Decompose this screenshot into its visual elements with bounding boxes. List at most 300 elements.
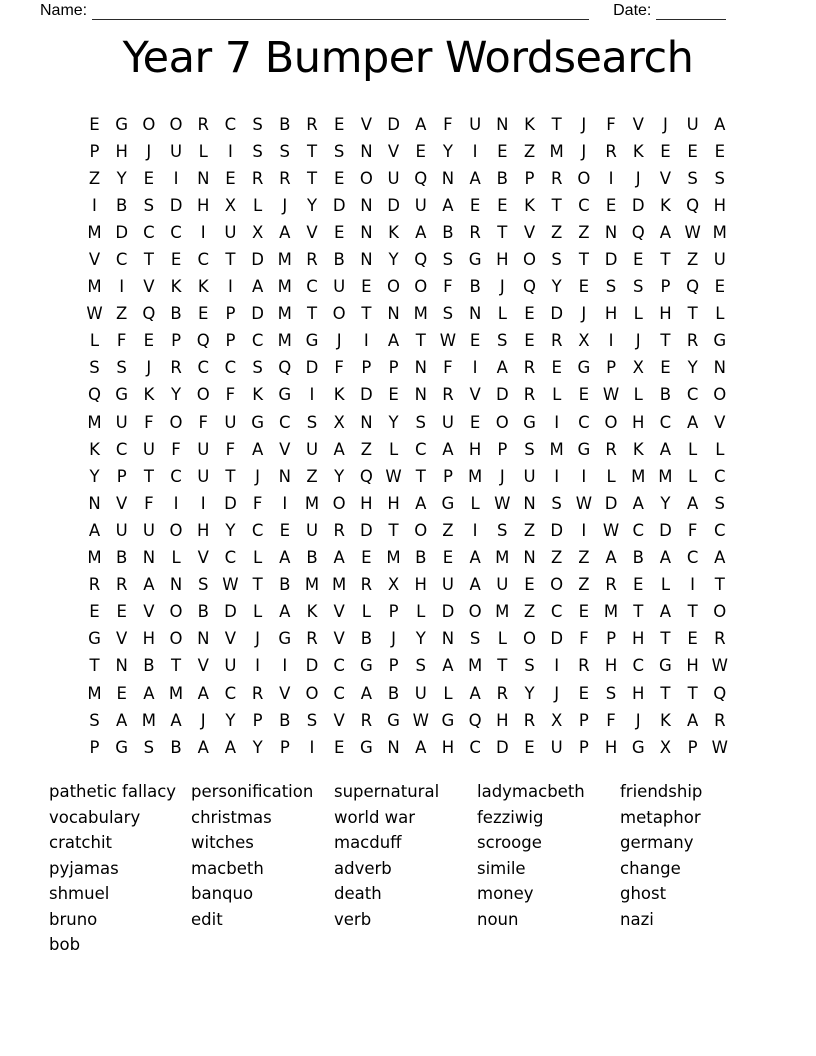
grid-letter: L [633, 385, 643, 405]
grid-letter: S [551, 493, 562, 513]
word-list-item: macduff [334, 833, 402, 852]
grid-letter: C [197, 358, 209, 378]
grid-letter: B [279, 710, 291, 730]
grid-letter: D [387, 195, 400, 215]
grid-letter: X [251, 222, 264, 242]
grid-letter: K [660, 195, 671, 215]
word-list-item: banquo [191, 884, 254, 903]
grid-letter: J [581, 141, 587, 161]
grid-row [81, 625, 734, 652]
grid-letter: N [278, 466, 291, 486]
grid-letter: F [443, 277, 453, 297]
grid-letter: O [414, 277, 428, 297]
grid-letter: B [387, 683, 400, 703]
grid-letter: L [470, 493, 480, 513]
grid-row [81, 165, 734, 192]
grid-letter: U [496, 575, 509, 595]
grid-letter: Q [631, 222, 645, 242]
grid-letter: A [143, 683, 155, 703]
grid-letter: D [550, 304, 564, 324]
grid-letter: P [388, 656, 399, 676]
grid-letter: H [197, 520, 210, 540]
grid-letter: S [714, 493, 726, 513]
grid-letter: Y [89, 466, 100, 486]
word-list-item: christmas [191, 807, 272, 827]
grid-letter: J [200, 710, 206, 730]
grid-letter: P [660, 277, 671, 297]
grid-letter: F [443, 114, 453, 134]
word-list-item: world war [334, 807, 416, 827]
grid-letter: V [469, 385, 481, 405]
grid-letter: L [606, 466, 616, 486]
grid-letter: Q [686, 195, 700, 215]
grid-letter: P [252, 710, 263, 730]
grid-letter: Q [278, 358, 292, 378]
grid-letter: O [577, 168, 591, 188]
grid-letter: E [442, 548, 454, 568]
grid-letter: E [578, 602, 590, 622]
word-list-item: vocabulary [49, 807, 141, 827]
grid-letter: B [279, 114, 291, 134]
grid-row [81, 734, 734, 761]
grid-letter: C [170, 222, 182, 242]
grid-letter: S [89, 358, 100, 378]
grid-letter: Y [334, 466, 345, 486]
grid-letter: N [115, 656, 128, 676]
grid-letter: F [606, 114, 616, 134]
grid-letter: D [604, 493, 618, 513]
word-list-item: ghost [620, 884, 667, 903]
grid-row [81, 354, 734, 381]
grid-letter: L [253, 548, 263, 568]
grid-letter: U [224, 656, 237, 676]
grid-letter: N [360, 141, 373, 161]
grid-letter: Y [442, 141, 453, 161]
grid-letter: W [602, 385, 620, 405]
grid-letter: I [554, 412, 560, 432]
grid-letter: Y [388, 250, 399, 270]
grid-letter: T [361, 304, 372, 324]
grid-letter: V [632, 114, 644, 134]
grid-letter: Y [415, 629, 426, 649]
grid-letter: J [146, 141, 152, 161]
grid-letter: R [523, 358, 536, 378]
word-list-item: money [477, 884, 534, 903]
grid-letter: U [305, 520, 319, 540]
grid-letter: A [279, 222, 291, 242]
grid-letter: K [89, 439, 100, 459]
grid-letter: Z [88, 168, 101, 188]
grid-letter: U [441, 575, 454, 595]
grid-letter: A [469, 575, 481, 595]
grid-letter: I [581, 520, 587, 540]
grid-letter: B [659, 385, 672, 405]
header [40, 2, 774, 20]
grid-letter: C [197, 250, 209, 270]
grid-letter: S [497, 520, 508, 540]
grid-letter: Y [252, 737, 263, 757]
grid-letter: A [605, 548, 617, 568]
grid-letter: N [496, 114, 509, 134]
grid-letter: C [251, 520, 264, 540]
grid-letter: X [578, 331, 590, 351]
grid-letter: S [252, 141, 263, 161]
grid-letter: R [469, 222, 481, 242]
grid-letter: V [197, 656, 209, 676]
grid-letter: W [711, 656, 728, 676]
grid-letter: D [224, 493, 237, 513]
grid-letter: T [415, 466, 426, 486]
grid-letter: K [252, 385, 264, 405]
grid-letter: A [659, 548, 672, 568]
grid-letter: T [687, 602, 698, 622]
grid-letter: V [279, 439, 291, 459]
grid-letter: S [605, 683, 617, 703]
grid-letter: T [225, 250, 236, 270]
grid-letter: E [660, 358, 671, 378]
grid-letter: E [116, 683, 127, 703]
grid-letter: Z [551, 548, 563, 568]
grid-letter: D [251, 250, 264, 270]
grid-letter: I [227, 141, 233, 161]
grid-letter: I [472, 520, 478, 540]
grid-letter: U [142, 520, 155, 540]
grid-letter: D [441, 602, 455, 622]
grid-letter: Y [687, 358, 698, 378]
grid-row [81, 598, 734, 625]
grid-letter: T [687, 683, 698, 703]
grid-letter: N [360, 412, 373, 432]
grid-letter: J [554, 683, 560, 703]
grid-letter: G [88, 629, 101, 649]
grid-letter: B [170, 737, 182, 757]
word-list-item: bob [49, 935, 81, 954]
grid-letter: B [143, 656, 155, 676]
grid-letter: Q [686, 277, 700, 297]
grid-letter: V [333, 602, 345, 622]
grid-letter: P [171, 331, 182, 351]
grid-letter: R [115, 575, 128, 595]
grid-letter: W [412, 710, 429, 730]
grid-letter: N [360, 222, 373, 242]
grid-letter: Y [306, 195, 318, 215]
grid-letter: A [442, 195, 454, 215]
grid-letter: N [169, 575, 183, 595]
grid-letter: T [252, 575, 263, 595]
grid-row [81, 436, 734, 463]
grid-letter: P [388, 358, 399, 378]
grid-letter: K [197, 277, 209, 297]
grid-letter: R [686, 331, 699, 351]
grid-letter: O [142, 114, 156, 134]
grid-letter: S [252, 358, 263, 378]
grid-letter: M [304, 575, 320, 595]
grid-letter: U [170, 141, 183, 161]
grid-letter: L [388, 439, 399, 459]
grid-letter: C [170, 466, 182, 486]
grid-letter: R [333, 520, 345, 540]
grid-letter: S [442, 304, 454, 324]
grid-letter: A [659, 222, 672, 242]
word-list-item: simile [477, 858, 526, 878]
date-input-line[interactable] [656, 3, 726, 20]
word-list-item: death [334, 884, 382, 903]
grid-letter: C [686, 548, 699, 568]
grid-letter: E [89, 602, 100, 622]
grid-letter: G [387, 710, 400, 730]
grid-letter: C [115, 439, 128, 459]
grid-letter: I [200, 493, 206, 513]
grid-letter: C [251, 331, 264, 351]
grid-letter: M [87, 412, 102, 432]
grid-letter: P [442, 466, 453, 486]
date-label: Date: [613, 2, 652, 19]
grid-letter: I [309, 737, 315, 757]
grid-letter: E [361, 548, 372, 568]
grid-letter: B [279, 575, 291, 595]
grid-letter: E [524, 331, 535, 351]
grid-letter: E [687, 141, 698, 161]
grid-letter: J [635, 331, 641, 351]
grid-letter: F [116, 331, 127, 351]
grid-letter: D [224, 602, 237, 622]
grid-letter: E [578, 385, 590, 405]
grid-letter: F [198, 412, 208, 432]
grid-letter: N [468, 304, 482, 324]
word-column [620, 779, 763, 932]
grid-letter: T [551, 195, 562, 215]
grid-letter: D [550, 629, 564, 649]
grid-letter: O [169, 629, 183, 649]
grid-letter: J [255, 466, 261, 486]
grid-letter: A [659, 439, 672, 459]
grid-letter: C [550, 602, 563, 622]
grid-letter: Q [522, 277, 536, 297]
grid-letter: O [522, 250, 536, 270]
grid-letter: L [253, 195, 263, 215]
grid-letter: P [388, 602, 399, 622]
grid-row [81, 490, 734, 517]
grid-letter: G [659, 656, 672, 676]
grid-letter: U [115, 520, 128, 540]
grid-letter: E [633, 575, 644, 595]
grid-letter: V [523, 222, 536, 242]
grid-letter: F [144, 412, 154, 432]
grid-letter: A [496, 358, 508, 378]
grid-letter: R [714, 710, 726, 730]
grid-letter: C [659, 412, 672, 432]
grid-letter: G [577, 439, 591, 459]
grid-letter: X [387, 575, 400, 595]
grid-letter: Q [142, 304, 156, 324]
grid-letter: A [197, 683, 209, 703]
grid-letter: R [550, 168, 563, 188]
grid-letter: U [387, 168, 400, 188]
grid-letter: B [469, 277, 481, 297]
grid-row [81, 219, 734, 246]
grid-letter: N [197, 629, 210, 649]
grid-letter: C [714, 466, 726, 486]
grid-letter: S [714, 168, 726, 188]
grid-letter: E [469, 195, 481, 215]
grid-letter: G [441, 493, 455, 513]
grid-letter: E [633, 250, 644, 270]
grid-letter: A [251, 277, 264, 297]
grid-letter: M [603, 602, 619, 622]
grid-letter: J [635, 168, 641, 188]
grid-letter: S [197, 575, 209, 595]
grid-letter: N [197, 168, 210, 188]
grid-letter: O [414, 520, 428, 540]
grid-letter: M [467, 656, 483, 676]
grid-letter: V [88, 250, 101, 270]
grid-row [81, 138, 734, 165]
grid-letter: D [332, 195, 346, 215]
grid-letter: A [251, 439, 264, 459]
grid-letter: S [143, 195, 155, 215]
grid-letter: H [632, 629, 645, 649]
grid-letter: M [277, 277, 292, 297]
grid-letter: M [631, 466, 646, 486]
grid-letter: F [334, 358, 344, 378]
grid-letter: H [632, 683, 645, 703]
grid-letter: T [306, 168, 318, 188]
grid-letter: G [115, 385, 129, 405]
grid-letter: S [252, 114, 263, 134]
grid-letter: D [360, 520, 373, 540]
grid-letter: K [143, 385, 155, 405]
grid-letter: Y [551, 277, 562, 297]
grid-letter: H [496, 250, 509, 270]
grid-letter: Z [551, 222, 563, 242]
grid-letter: A [224, 737, 237, 757]
grid-letter: I [554, 656, 560, 676]
grid-letter: E [143, 168, 155, 188]
grid-letter: V [333, 629, 345, 649]
grid-letter: E [469, 331, 481, 351]
grid-letter: R [578, 656, 590, 676]
grid-letter: S [551, 250, 562, 270]
grid-letter: Z [523, 520, 536, 540]
grid-letter: Q [468, 710, 482, 730]
word-column [191, 779, 334, 932]
grid-letter: Y [524, 683, 535, 703]
grid-letter: W [86, 304, 103, 324]
grid-letter: T [633, 602, 644, 622]
grid-letter: C [224, 548, 237, 568]
grid-letter: Z [686, 250, 699, 270]
grid-letter: H [387, 493, 400, 513]
grid-letter: I [200, 222, 206, 242]
grid-letter: H [686, 656, 699, 676]
grid-letter: A [469, 168, 481, 188]
grid-letter: E [524, 737, 535, 757]
grid-letter: X [659, 737, 672, 757]
grid-letter: X [632, 358, 644, 378]
grid-letter: E [687, 629, 698, 649]
grid-letter: O [495, 412, 509, 432]
word-list-item: ladymacbeth [477, 782, 585, 801]
grid-letter: R [714, 629, 726, 649]
grid-letter: E [524, 304, 535, 324]
grid-letter: E [714, 141, 726, 161]
grid-letter: E [469, 412, 481, 432]
grid-letter: A [333, 439, 345, 459]
word-list-item: nazi [620, 909, 654, 929]
grid-letter: M [712, 222, 727, 242]
grid-letter: J [255, 629, 261, 649]
grid-letter: O [550, 575, 564, 595]
grid-letter: B [442, 222, 454, 242]
grid-letter: A [415, 493, 427, 513]
grid-letter: R [605, 575, 617, 595]
grid-letter: I [608, 168, 614, 188]
grid-letter: P [89, 141, 100, 161]
grid-letter: O [332, 304, 346, 324]
grid-row [81, 246, 734, 273]
grid-letter: J [282, 195, 288, 215]
grid-letter: B [306, 548, 318, 568]
grid-letter: T [660, 629, 671, 649]
grid-letter: P [225, 331, 236, 351]
grid-letter: R [306, 629, 318, 649]
grid-row [81, 273, 734, 300]
grid-letter: M [549, 439, 564, 459]
grid-letter: A [88, 520, 101, 540]
grid-letter: B [197, 602, 209, 622]
grid-letter: S [415, 656, 426, 676]
grid-letter: G [441, 710, 455, 730]
grid-letter: C [414, 439, 427, 459]
grid-letter: R [496, 683, 509, 703]
grid-letter: L [497, 304, 507, 324]
grid-letter: S [524, 656, 535, 676]
grid-letter: J [336, 331, 342, 351]
grid-letter: R [251, 168, 264, 188]
grid-letter: V [197, 548, 209, 568]
grid-letter: L [552, 385, 562, 405]
grid-letter: M [87, 683, 102, 703]
grid-letter: I [282, 493, 288, 513]
grid-letter: R [197, 114, 209, 134]
grid-letter: H [604, 304, 618, 324]
grid-letter: A [279, 602, 291, 622]
grid-letter: T [660, 250, 671, 270]
grid-letter: N [441, 629, 455, 649]
grid-letter: N [441, 168, 455, 188]
grid-letter: A [469, 683, 481, 703]
grid-letter: B [170, 304, 182, 324]
grid-letter: K [632, 439, 644, 459]
word-list-item: cratchit [49, 833, 113, 852]
word-list-item: pyjamas [49, 858, 119, 878]
grid-letter: V [279, 683, 291, 703]
grid-letter: N [604, 222, 618, 242]
grid-letter: E [524, 575, 535, 595]
grid-letter: T [415, 331, 426, 351]
grid-letter: U [469, 114, 482, 134]
name-input-line[interactable] [92, 3, 589, 20]
grid-letter: I [92, 195, 97, 215]
grid-letter: O [169, 520, 183, 540]
grid-letter: C [333, 683, 345, 703]
grid-letter: S [279, 141, 291, 161]
grid-letter: U [224, 222, 237, 242]
grid-letter: T [388, 520, 399, 540]
grid-letter: D [631, 195, 645, 215]
grid-letter: M [495, 548, 510, 568]
grid-letter: Y [225, 520, 236, 540]
